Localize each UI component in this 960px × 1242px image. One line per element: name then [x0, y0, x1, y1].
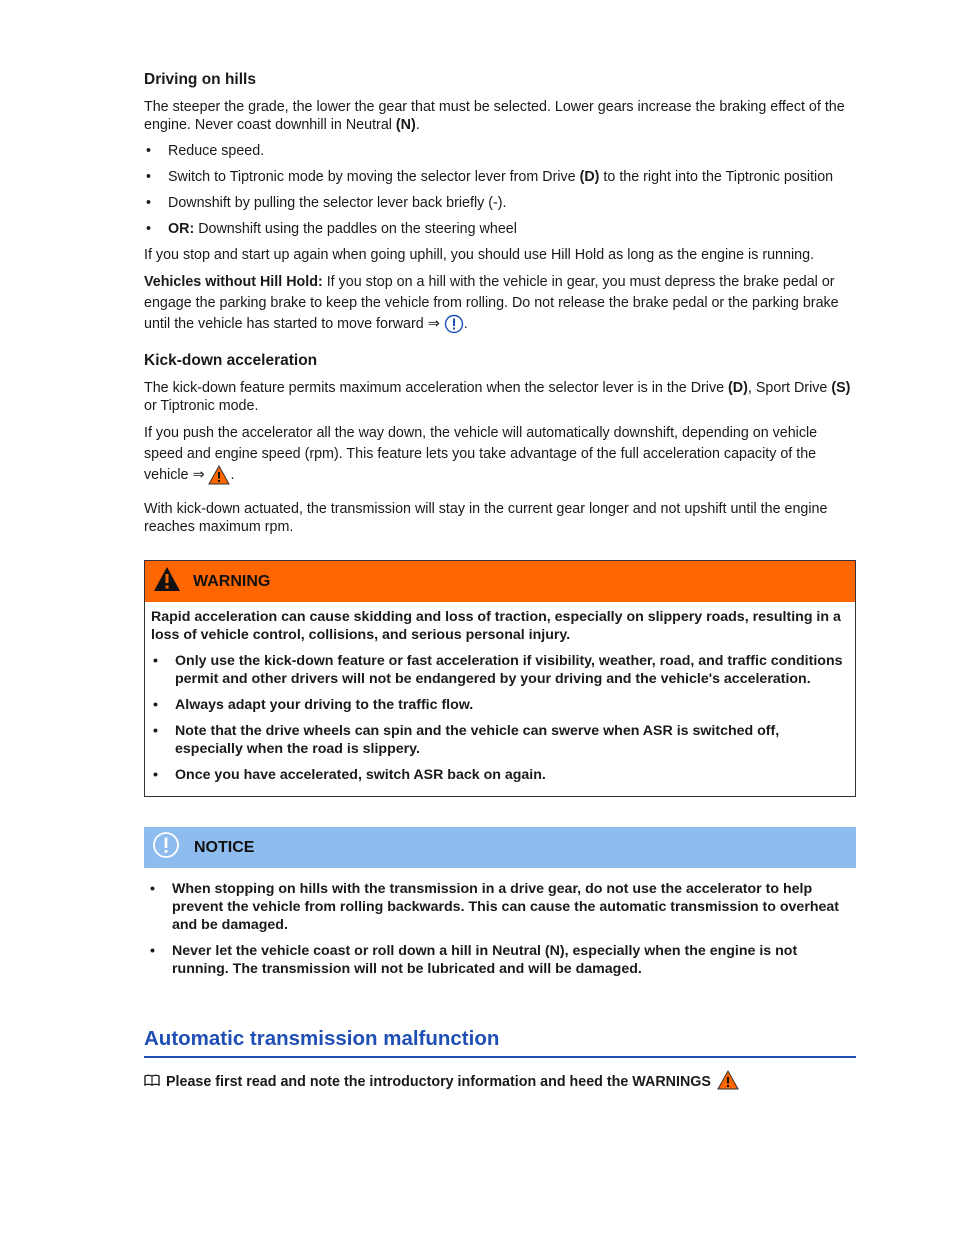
exclamation-circle-icon — [152, 831, 180, 864]
section-heading-kick-down: Kick-down acceleration — [144, 352, 318, 369]
notice-body — [144, 868, 856, 978]
kickdown-p1: The kick-down feature permits maximum acceleration when the selector lever is in the Drive (D), Sport Drive (S) or Tiptronic mode. — [144, 380, 851, 414]
exclamation-circle-icon[interactable] — [444, 314, 464, 341]
notice-header — [144, 827, 856, 868]
bullet-icon: • — [150, 881, 155, 897]
list-item: • Once you have accelerated, switch ASR back on again. — [153, 767, 546, 783]
bullet-icon: • — [146, 169, 152, 185]
list-item: • Downshift by pulling the selector lever back briefly (-). — [146, 195, 507, 211]
kickdown-p3: With kick-down actuated, the transmission will stay in the current gear longer and not upshift until the engine reaches maximum rpm. — [144, 501, 828, 535]
warning-title: WARNING — [193, 572, 271, 590]
bullet-icon: • — [153, 697, 158, 713]
notice-title: NOTICE — [194, 838, 255, 856]
list-item: • Switch to Tiptronic mode by moving the selector lever from Drive (D) to the right into the Tiptronic position — [146, 169, 834, 185]
list-item: • Note that the drive wheels can spin and the vehicle can swerve when ASR is switched off, especially when the road is slippery. — [153, 723, 780, 757]
bullet-icon: • — [153, 653, 158, 669]
hills-intro: The steeper the grade, the lower the gear that must be selected. Lower gears increase the braking effect of the engine. Never coast downhill in Neutral (N). — [144, 99, 845, 133]
bullet-icon: • — [146, 143, 152, 159]
manual-page — [144, 70, 856, 1094]
section-heading-driving-on-hills: Driving on hills — [144, 71, 256, 88]
warning-lead: Rapid acceleration can cause skidding and loss of traction, especially on slippery roads, resulting in a loss of vehicle control, collisions, and serious personal injury. — [151, 609, 841, 643]
chapter-heading-malfunction: Automatic transmission malfunction — [144, 1026, 856, 1058]
warning-header — [145, 561, 855, 602]
bullet-icon: • — [150, 943, 155, 959]
warning-triangle-icon — [153, 566, 181, 597]
list-item: • Never let the vehicle coast or roll down a hill in Neutral (N), especially when the engine is not running. The transmission will not be lubricated and will be damaged. — [150, 943, 798, 977]
no-hill-hold-text: Vehicles without Hill Hold: If you stop on a hill with the vehicle in gear, you must depress the brake pedal or engage the parking brake to keep the vehicle from rolling. Do not release the brake pedal or the parking brake until the vehicle has started to move forward ⇒ . — [144, 272, 856, 341]
warning-box — [144, 560, 856, 797]
hill-hold-text: If you stop and start up again when going uphill, you should use Hill Hold as long as the engine is running. — [144, 247, 815, 263]
warning-triangle-icon[interactable] — [208, 465, 230, 492]
list-item: • Reduce speed. — [146, 143, 265, 159]
bullet-icon: • — [153, 723, 158, 739]
list-item: • OR: Downshift using the paddles on the steering wheel — [146, 221, 517, 237]
bullet-icon: • — [146, 221, 152, 237]
list-item: • Only use the kick-down feature or fast acceleration if visibility, weather, road, and traffic conditions permit and other drivers will not be endangered by your driving and the vehicle's acceleration. — [153, 653, 843, 687]
bullet-icon: • — [146, 195, 152, 211]
list-item: • When stopping on hills with the transmission in a drive gear, do not use the accelerator to help prevent the vehicle from rolling backwards. This can cause the automatic transmission to overheat and be damaged. — [150, 881, 840, 933]
warning-triangle-icon[interactable] — [717, 1070, 739, 1094]
intro-reference: Please first read and note the introductory information and heed the WARNINGS — [144, 1070, 856, 1094]
warning-body — [145, 602, 855, 796]
book-icon — [144, 1074, 160, 1090]
kickdown-p2: If you push the accelerator all the way down, the vehicle will automatically downshift, depending on vehicle speed and engine speed (rpm). This feature lets you take advantage of the full acceleration capacity of the vehicle ⇒ . — [144, 423, 856, 492]
bullet-icon: • — [153, 767, 158, 783]
list-item: • Always adapt your driving to the traffic flow. — [153, 697, 474, 713]
